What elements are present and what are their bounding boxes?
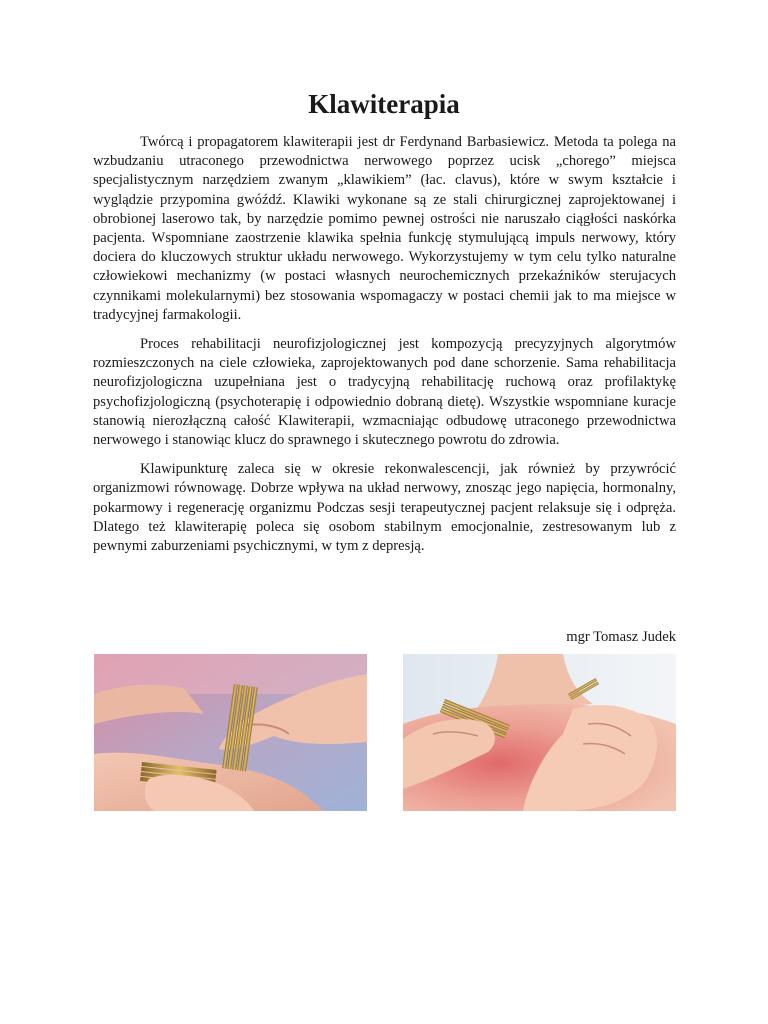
paragraph-3: Klawipunkturę zaleca się w okresie rekonwalescencji, jak również by przywrócić organizmowi równowagę. Dobrze wpływa na układ nerwowy, znosząc jego napięcia, hormonalny, pokarmowy i regenerację organizmu Podczas sesji terapeutycznej pacjent relaksuje się i odpręża. Dlatego też klawiterapię poleca się osobom stabilnym emocjonalnie, zestresowanym lub z pewnymi zaburzeniami psychicznymi, w tym z depresją. [93,461,676,555]
document-title: Klawiterapia [308,89,460,119]
paragraph-2: Proces rehabilitacji neurofizjologicznej jest kompozycją precyzyjnych algorytmów rozmieszczonych na ciele człowieka, zaprojektowanych pod dane schorzenie. Sama rehabilitacja neurofizjologiczna uzupełniana jest o tradycyjną rehabilitację ruchową oraz profilaktykę psychofizjologiczną (psychoterapię i odpowiednio dobraną dietę). Wszystkie wspomniane kuracje stanowią nierozłączną całość Klawiterapii, wzmacniając odbudowę utraconego przewodnictwa nerwowego i stanowiąc klucz do sprawnego i skutecznego powrotu do zdrowia. [93,336,676,449]
document-body [93,133,676,566]
author-signature: mgr Tomasz Judek [566,629,676,645]
hand-treatment-photo [94,654,367,811]
shoulder-treatment-photo [403,654,676,811]
paragraph-1: Twórcą i propagatorem klawiterapii jest dr Ferdynand Barbasiewicz. Metoda ta polega na wzbudzaniu utraconego przewodnictwa nerwowego poprzez ucisk „chorego” miejsca specjalistycznym narzędziem zwanym „klawikiem” (łac. clavus), które w swym kształcie i wyglądzie przypomina gwóźdź. Klawiki wykonane są ze stali chirurgicznej zaprojektowanej i obrobionej laserowo tak, by narzędzie pomimo pewnej ostrości nie naruszało ciągłości naskórka pacjenta. Wspomniane zaostrzenie klawika spełnia funkcję stymulującą impuls nerwowy, który dociera do kluczowych struktur układu nerwowego. Wykorzystujemy w tym celu tylko naturalne człowiekowi mechanizmy (w postaci własnych neurochemicznych przekaźników sterujacych czynnikami molekularnymi) bez stosowania wspomagaczy w postaci chemii jak to ma miejsce w tradycyjnej farmakologii. [93,134,676,323]
